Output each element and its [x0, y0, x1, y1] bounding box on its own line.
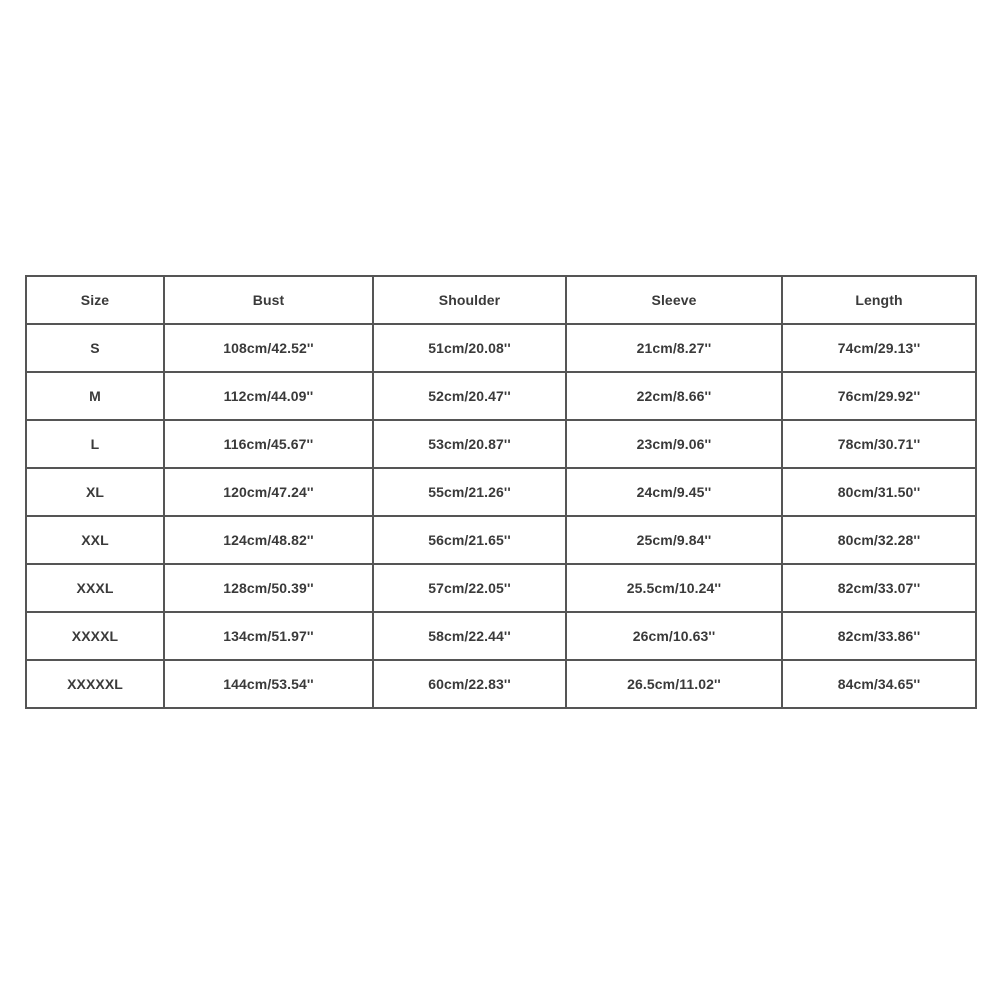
- cell-bust: 116cm/45.67'': [164, 420, 373, 468]
- cell-size: M: [26, 372, 164, 420]
- cell-sleeve: 24cm/9.45'': [566, 468, 782, 516]
- header-bust: Bust: [164, 276, 373, 324]
- cell-shoulder: 60cm/22.83'': [373, 660, 566, 708]
- header-shoulder: Shoulder: [373, 276, 566, 324]
- cell-bust: 144cm/53.54'': [164, 660, 373, 708]
- table-row: [26, 372, 976, 420]
- cell-length: 80cm/32.28'': [782, 516, 976, 564]
- cell-length: 82cm/33.07'': [782, 564, 976, 612]
- cell-size: XL: [26, 468, 164, 516]
- table-row: [26, 420, 976, 468]
- cell-size: L: [26, 420, 164, 468]
- cell-shoulder: 57cm/22.05'': [373, 564, 566, 612]
- cell-shoulder: 52cm/20.47'': [373, 372, 566, 420]
- cell-sleeve: 25cm/9.84'': [566, 516, 782, 564]
- cell-sleeve: 25.5cm/10.24'': [566, 564, 782, 612]
- table-row: [26, 468, 976, 516]
- cell-size: XXXL: [26, 564, 164, 612]
- header-length: Length: [782, 276, 976, 324]
- cell-size: S: [26, 324, 164, 372]
- cell-sleeve: 26.5cm/11.02'': [566, 660, 782, 708]
- cell-length: 84cm/34.65'': [782, 660, 976, 708]
- cell-length: 80cm/31.50'': [782, 468, 976, 516]
- cell-length: 82cm/33.86'': [782, 612, 976, 660]
- cell-length: 78cm/30.71'': [782, 420, 976, 468]
- cell-size: XXXXL: [26, 612, 164, 660]
- cell-size: XXL: [26, 516, 164, 564]
- cell-bust: 112cm/44.09'': [164, 372, 373, 420]
- table-row: [26, 612, 976, 660]
- cell-bust: 128cm/50.39'': [164, 564, 373, 612]
- cell-bust: 134cm/51.97'': [164, 612, 373, 660]
- table-row: [26, 660, 976, 708]
- cell-shoulder: 56cm/21.65'': [373, 516, 566, 564]
- cell-length: 76cm/29.92'': [782, 372, 976, 420]
- cell-shoulder: 53cm/20.87'': [373, 420, 566, 468]
- cell-shoulder: 58cm/22.44'': [373, 612, 566, 660]
- cell-shoulder: 51cm/20.08'': [373, 324, 566, 372]
- cell-size: XXXXXL: [26, 660, 164, 708]
- header-size: Size: [26, 276, 164, 324]
- size-chart-table: [25, 275, 977, 709]
- cell-sleeve: 26cm/10.63'': [566, 612, 782, 660]
- header-sleeve: Sleeve: [566, 276, 782, 324]
- cell-shoulder: 55cm/21.26'': [373, 468, 566, 516]
- cell-sleeve: 21cm/8.27'': [566, 324, 782, 372]
- table-row: [26, 564, 976, 612]
- cell-sleeve: 23cm/9.06'': [566, 420, 782, 468]
- table-header-row: [26, 276, 976, 324]
- table-row: [26, 324, 976, 372]
- cell-length: 74cm/29.13'': [782, 324, 976, 372]
- table-row: [26, 516, 976, 564]
- cell-sleeve: 22cm/8.66'': [566, 372, 782, 420]
- cell-bust: 120cm/47.24'': [164, 468, 373, 516]
- cell-bust: 124cm/48.82'': [164, 516, 373, 564]
- cell-bust: 108cm/42.52'': [164, 324, 373, 372]
